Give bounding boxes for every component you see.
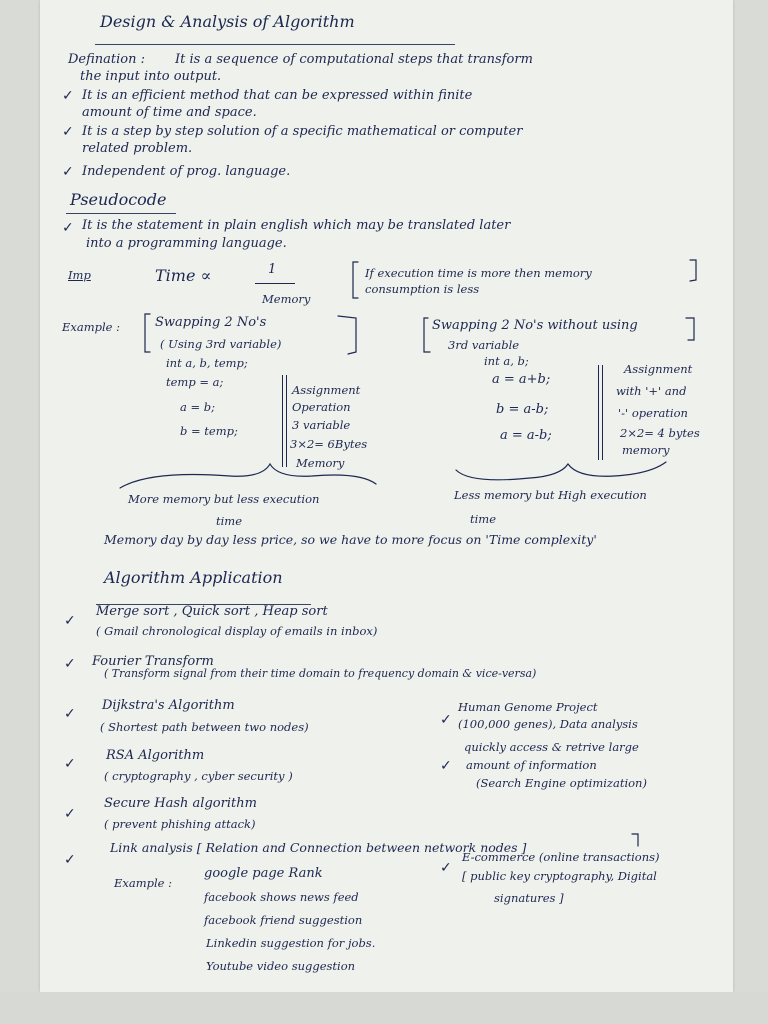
right-note: 2×2= 4 bytes xyxy=(620,426,700,440)
check-icon: ✓ xyxy=(62,220,74,236)
formula-numerator: 1 xyxy=(268,262,277,277)
right-note: '-' operation xyxy=(618,406,688,420)
right-application-item: Human Genome Project xyxy=(458,700,598,714)
definition-label: Defination : xyxy=(68,52,146,67)
application-detail: ( prevent phishing attack) xyxy=(104,817,256,831)
point-1-line-1: It is an efficient method that can be expressed within finite xyxy=(82,88,473,103)
imp-note-left-bracket xyxy=(353,262,358,298)
application-detail: ( Transform signal from their time domain to frequency domain & vice-versa) xyxy=(104,667,537,680)
right-code-line: a = a-b; xyxy=(500,428,552,443)
definition-line-2: the input into output. xyxy=(80,69,222,84)
left-summary-line-2: time xyxy=(216,514,243,528)
application-item: RSA Algorithm xyxy=(106,748,205,763)
right-note: memory xyxy=(622,443,670,457)
imp-note-line-1: If execution time is more then memory xyxy=(365,266,592,280)
check-icon: ✓ xyxy=(440,712,452,728)
application-detail: ( Gmail chronological display of emails in inbox) xyxy=(96,624,378,638)
link-analysis-bracket xyxy=(632,834,638,846)
left-note: 3 variable xyxy=(292,418,351,432)
check-icon: ✓ xyxy=(62,124,74,140)
check-icon: ✓ xyxy=(62,88,74,104)
left-code-line: b = temp; xyxy=(180,424,238,438)
right-code-line: b = a-b; xyxy=(496,402,549,417)
right-box-title: Swapping 2 No's without using xyxy=(432,318,638,333)
right-application-detail: signatures ] xyxy=(494,891,564,905)
check-icon: ✓ xyxy=(440,860,452,876)
right-summary-line-2: time xyxy=(470,512,497,526)
right-code-line: a = a+b; xyxy=(492,372,551,387)
check-icon: ✓ xyxy=(64,806,76,822)
formula-denominator: Memory xyxy=(262,292,311,306)
point-2-line-2: related problem. xyxy=(82,141,193,156)
link-example: facebook friend suggestion xyxy=(204,913,363,927)
memory-line: Memory day by day less price, so we have to more focus on 'Time complexity' xyxy=(104,532,597,547)
imp-note-line-2: consumption is less xyxy=(365,282,480,296)
right-application-detail: (100,000 genes), Data analysis xyxy=(458,717,638,731)
link-example-label: Example : xyxy=(114,876,173,890)
right-application-item: E-commerce (online transactions) xyxy=(462,850,660,864)
application-item: Merge sort , Quick sort , Heap sort xyxy=(96,604,328,619)
left-note: Assignment xyxy=(292,383,361,397)
right-application-item: quickly access & retrive large xyxy=(464,740,639,754)
application-heading: Algorithm Application xyxy=(104,568,283,587)
left-note: Memory xyxy=(296,456,345,470)
application-detail: ( Shortest path between two nodes) xyxy=(100,720,309,734)
application-item: Fourier Transform xyxy=(92,654,214,669)
left-note: 3×2= 6Bytes xyxy=(290,437,368,451)
time-formula: Time ∝ xyxy=(155,266,212,285)
right-application-detail: amount of information xyxy=(466,758,597,772)
right-note: Assignment xyxy=(624,362,693,376)
page-title: Design & Analysis of Algorithm xyxy=(100,12,355,31)
application-item: Link analysis [ Relation and Connection between network nodes ] xyxy=(110,840,527,855)
link-example: facebook shows news feed xyxy=(204,890,359,904)
application-detail: ( cryptography , cyber security ) xyxy=(104,769,293,783)
link-example: Linkedin suggestion for jobs. xyxy=(206,936,376,950)
point-3: Independent of prog. language. xyxy=(82,164,291,179)
left-box-right-bracket xyxy=(338,316,356,354)
left-note: Operation xyxy=(292,400,351,414)
left-code-line: temp = a; xyxy=(166,375,224,389)
left-summary-line-1: More memory but less execution xyxy=(128,492,320,506)
check-icon: ✓ xyxy=(440,758,452,774)
right-summary-line-1: Less memory but High execution xyxy=(454,488,647,502)
right-curly-brace xyxy=(456,462,666,480)
left-box-title: Swapping 2 No's xyxy=(155,315,267,330)
check-icon: ✓ xyxy=(64,613,76,629)
application-item: Secure Hash algorithm xyxy=(104,796,257,811)
imp-label: Imp xyxy=(68,268,91,282)
pseudocode-line-1: It is the statement in plain english which may be translated later xyxy=(82,218,511,233)
check-icon: ✓ xyxy=(64,852,76,868)
point-2-line-1: It is a step by step solution of a specific mathematical or computer xyxy=(82,124,523,139)
right-application-detail: (Search Engine optimization) xyxy=(476,776,647,790)
right-application-detail: [ public key cryptography, Digital xyxy=(462,869,657,883)
application-item: Dijkstra's Algorithm xyxy=(102,698,235,713)
right-box-subtitle: 3rd variable xyxy=(448,338,520,352)
check-icon: ✓ xyxy=(64,656,76,672)
left-code-line: a = b; xyxy=(180,400,216,414)
right-box-right-bracket xyxy=(686,318,694,340)
pseudocode-heading: Pseudocode xyxy=(70,190,167,209)
link-example: google page Rank xyxy=(204,866,323,881)
left-curly-brace xyxy=(120,464,376,488)
check-icon: ✓ xyxy=(64,706,76,722)
left-code-line: int a, b, temp; xyxy=(166,356,248,370)
left-box-subtitle: ( Using 3rd variable) xyxy=(160,337,282,351)
right-code-line: int a, b; xyxy=(484,354,529,368)
check-icon: ✓ xyxy=(64,756,76,772)
point-1-line-2: amount of time and space. xyxy=(82,105,257,120)
imp-note-right-bracket xyxy=(690,260,696,281)
pseudocode-line-2: into a programming language. xyxy=(86,236,287,251)
check-icon: ✓ xyxy=(62,164,74,180)
right-note: with '+' and xyxy=(616,384,687,398)
left-box-left-bracket xyxy=(145,314,150,352)
definition-line-1: It is a sequence of computational steps that transform xyxy=(175,52,533,67)
link-example: Youtube video suggestion xyxy=(206,959,356,973)
example-label: Example : xyxy=(62,320,121,334)
right-box-left-bracket xyxy=(424,318,430,352)
